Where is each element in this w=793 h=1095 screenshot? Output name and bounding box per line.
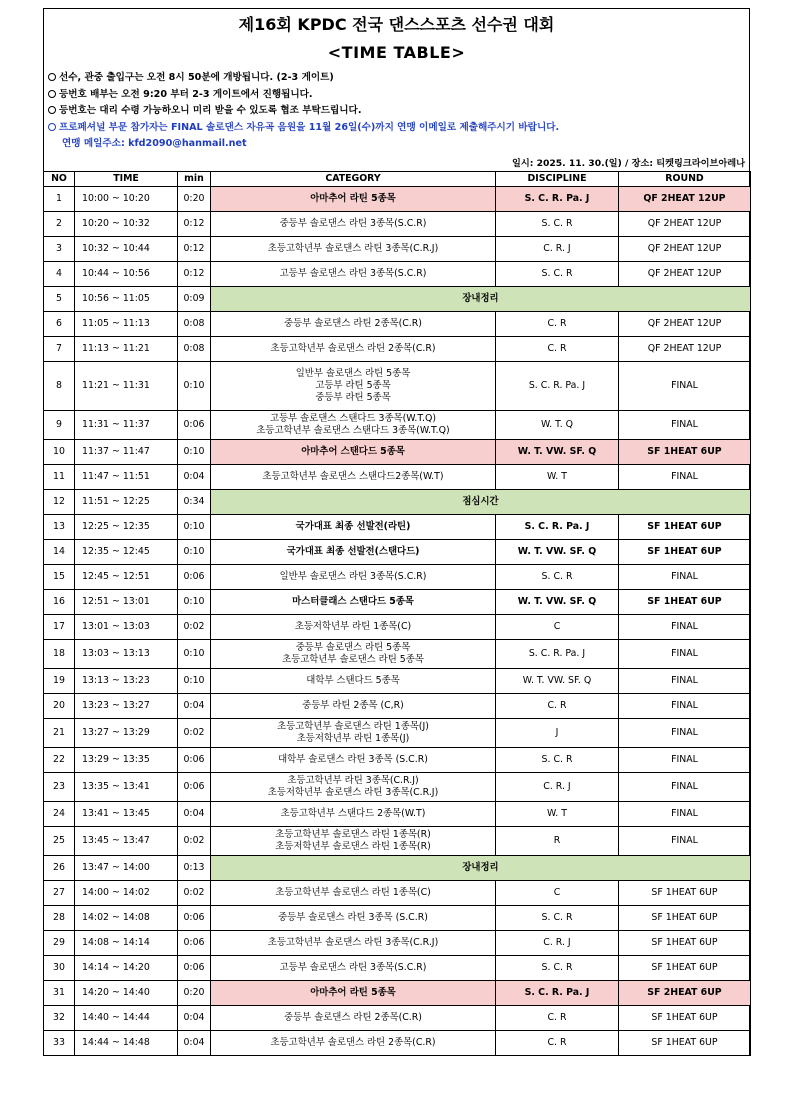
cell-time: 13:29 ~ 13:35 (75, 747, 178, 772)
table-row (44, 801, 751, 826)
cell-round: FINAL (619, 801, 751, 826)
cell-round: FINAL (619, 564, 751, 589)
cell-round: QF 2HEAT 12UP (619, 336, 751, 361)
cell-category (211, 311, 496, 336)
cell-round: SF 1HEAT 6UP (619, 1030, 751, 1055)
category-line: 초등고학년부 솔로댄스 라틴 1종목(C) (275, 886, 431, 898)
table-row (44, 361, 751, 410)
cell-category (211, 905, 496, 930)
category-line: 일반부 솔로댄스 라틴 5종목 (295, 367, 411, 379)
cell-no: 22 (44, 747, 75, 772)
cell-time: 13:35 ~ 13:41 (75, 772, 178, 801)
table-row (44, 410, 751, 439)
table-row (44, 614, 751, 639)
cell-discipline: W. T. VW. SF. Q (496, 589, 619, 614)
cell-discipline: S. C. R. Pa. J (496, 514, 619, 539)
category-line: 중등부 라틴 5종목 (315, 391, 391, 403)
cell-time: 12:45 ~ 12:51 (75, 564, 178, 589)
cell-time: 14:40 ~ 14:44 (75, 1005, 178, 1030)
header-round: ROUND (619, 171, 751, 186)
category-line: 초등고학년부 솔로댄스 라틴 2종목(C.R) (270, 342, 436, 354)
cell-min: 0:02 (178, 880, 211, 905)
category-line: 초등고학년부 솔로댄스 스탠다드2종목(W.T) (262, 470, 444, 482)
table-row (44, 693, 751, 718)
cell-round: SF 1HEAT 6UP (619, 955, 751, 980)
cell-no: 23 (44, 772, 75, 801)
cell-time: 11:31 ~ 11:37 (75, 410, 178, 439)
cell-no: 5 (44, 286, 75, 311)
cell-time: 14:44 ~ 14:48 (75, 1030, 178, 1055)
notice-list (44, 70, 749, 153)
cell-time: 13:45 ~ 13:47 (75, 826, 178, 855)
cell-discipline: W. T (496, 801, 619, 826)
category-line: 초등고학년부 솔로댄스 라틴 5종목 (282, 653, 424, 665)
cell-discipline: W. T. Q (496, 410, 619, 439)
cell-round: SF 1HEAT 6UP (619, 589, 751, 614)
cell-min: 0:06 (178, 930, 211, 955)
cell-round: SF 1HEAT 6UP (619, 514, 751, 539)
cell-time: 14:00 ~ 14:02 (75, 880, 178, 905)
table-row (44, 718, 751, 747)
category-line: 대학부 스탠다드 5종목 (306, 674, 400, 686)
cell-round: SF 1HEAT 6UP (619, 439, 751, 464)
category-line: 중등부 솔로댄스 라틴 5종목 (295, 641, 411, 653)
cell-discipline: S. C. R. Pa. J (496, 639, 619, 668)
category-line: 초등고학년부 솔로댄스 라틴 3종목(C.R.J) (267, 936, 439, 948)
header-no: NO (44, 171, 75, 186)
category-line: 국가대표 최종 선발전(라틴) (295, 520, 411, 532)
cell-min: 0:10 (178, 514, 211, 539)
cell-discipline: C (496, 880, 619, 905)
cell-category (211, 955, 496, 980)
cell-category (211, 1005, 496, 1030)
cell-no: 3 (44, 236, 75, 261)
cell-round: FINAL (619, 410, 751, 439)
cell-no: 7 (44, 336, 75, 361)
cell-round: QF 2HEAT 12UP (619, 186, 751, 211)
cell-no: 21 (44, 718, 75, 747)
cell-time: 12:51 ~ 13:01 (75, 589, 178, 614)
cell-no: 6 (44, 311, 75, 336)
header-time: TIME (75, 171, 178, 186)
cell-round: SF 1HEAT 6UP (619, 905, 751, 930)
cell-discipline: C. R. J (496, 930, 619, 955)
cell-min: 0:02 (178, 826, 211, 855)
cell-category (211, 930, 496, 955)
category-line: 중등부 솔로댄스 라틴 3종목 (S.C.R) (278, 911, 428, 923)
cell-discipline: C. R (496, 336, 619, 361)
cell-discipline: S. C. R. Pa. J (496, 980, 619, 1005)
cell-min: 0:20 (178, 186, 211, 211)
cell-category (211, 880, 496, 905)
table-row (44, 261, 751, 286)
table-row (44, 564, 751, 589)
cell-discipline: J (496, 718, 619, 747)
cell-discipline: C. R (496, 693, 619, 718)
cell-min: 0:12 (178, 211, 211, 236)
cell-min: 0:06 (178, 772, 211, 801)
cell-no: 25 (44, 826, 75, 855)
cell-min: 0:12 (178, 261, 211, 286)
cell-round: QF 2HEAT 12UP (619, 211, 751, 236)
cell-round: QF 2HEAT 12UP (619, 311, 751, 336)
circle-bullet-icon (48, 73, 56, 81)
cell-discipline: C. R. J (496, 236, 619, 261)
cell-no: 31 (44, 980, 75, 1005)
cell-discipline: C. R (496, 311, 619, 336)
cell-no: 29 (44, 930, 75, 955)
cell-round: FINAL (619, 718, 751, 747)
cell-category (211, 693, 496, 718)
cell-min: 0:06 (178, 410, 211, 439)
table-row (44, 772, 751, 801)
cell-round: FINAL (619, 361, 751, 410)
table-row (44, 489, 751, 514)
cell-time: 11:13 ~ 11:21 (75, 336, 178, 361)
cell-no: 15 (44, 564, 75, 589)
cell-category (211, 589, 496, 614)
cell-discipline: S. C. R (496, 564, 619, 589)
table-row (44, 211, 751, 236)
category-line: 마스터클래스 스탠다드 5종목 (292, 595, 414, 607)
cell-min: 0:06 (178, 955, 211, 980)
notice-item: 등번호 배부는 오전 9:20 부터 2-3 게이트에서 진행됩니다. (48, 87, 749, 104)
cell-no: 27 (44, 880, 75, 905)
cell-category (211, 514, 496, 539)
table-row (44, 668, 751, 693)
table-row (44, 464, 751, 489)
cell-category (211, 336, 496, 361)
cell-no: 28 (44, 905, 75, 930)
notice-item: 선수, 관중 출입구는 오전 8시 50분에 개방됩니다. (2-3 게이트) (48, 70, 749, 87)
category-line: 초등저학년부 솔로댄스 라틴 3종목(C.R.J) (267, 786, 439, 798)
cell-time: 11:51 ~ 12:25 (75, 489, 178, 514)
cell-time: 10:32 ~ 10:44 (75, 236, 178, 261)
cell-round: FINAL (619, 693, 751, 718)
date-venue-line: 일시: 2025. 11. 30.(일) / 장소: 티켓링크라이브아레나 (511, 157, 745, 169)
cell-min: 0:08 (178, 311, 211, 336)
cell-round: SF 1HEAT 6UP (619, 1005, 751, 1030)
category-line: 점심시간 (462, 495, 499, 507)
category-line: 고등부 솔로댄스 라틴 3종목(S.C.R) (279, 267, 427, 279)
cell-min: 0:10 (178, 589, 211, 614)
cell-min: 0:04 (178, 1005, 211, 1030)
cell-round: FINAL (619, 614, 751, 639)
cell-round: SF 1HEAT 6UP (619, 880, 751, 905)
table-row (44, 539, 751, 564)
category-line: 초등저학년부 라틴 1종목(J) (296, 732, 410, 744)
category-line: 중등부 라틴 2종목 (C,R) (302, 699, 404, 711)
category-line: 초등저학년부 솔로댄스 라틴 1종목(R) (275, 840, 431, 852)
document-subtitle: <TIME TABLE> (327, 43, 466, 62)
notice-item: 등번호는 대리 수령 가능하오니 미리 받을 수 있도록 협조 부탁드립니다. (48, 103, 749, 120)
category-line: 초등고학년부 솔로댄스 라틴 2종목(C.R) (270, 1036, 436, 1048)
cell-time: 13:03 ~ 13:13 (75, 639, 178, 668)
table-row (44, 1005, 751, 1030)
cell-no: 13 (44, 514, 75, 539)
cell-time: 13:27 ~ 13:29 (75, 718, 178, 747)
table-row (44, 336, 751, 361)
category-line: 중등부 솔로댄스 라틴 3종목(S.C.R) (279, 217, 427, 229)
cell-no: 20 (44, 693, 75, 718)
cell-round: FINAL (619, 668, 751, 693)
cell-min: 0:08 (178, 336, 211, 361)
circle-bullet-icon (48, 123, 56, 131)
cell-category (211, 539, 496, 564)
cell-time: 13:23 ~ 13:27 (75, 693, 178, 718)
cell-discipline: W. T. VW. SF. Q (496, 668, 619, 693)
cell-category (211, 186, 496, 211)
cell-category (211, 639, 496, 668)
cell-category (211, 464, 496, 489)
cell-no: 17 (44, 614, 75, 639)
category-line: 초등고학년부 솔로댄스 라틴 3종목(C.R.J) (267, 242, 439, 254)
cell-discipline: S. C. R (496, 955, 619, 980)
category-line: 장내정리 (462, 292, 499, 304)
cell-no: 1 (44, 186, 75, 211)
table-row (44, 286, 751, 311)
cell-min: 0:13 (178, 855, 211, 880)
cell-no: 10 (44, 439, 75, 464)
category-line: 중등부 솔로댄스 라틴 2종목(C.R) (284, 317, 422, 329)
cell-min: 0:06 (178, 905, 211, 930)
cell-discipline: C (496, 614, 619, 639)
cell-category (211, 439, 496, 464)
cell-round: FINAL (619, 464, 751, 489)
cell-category (211, 361, 496, 410)
cell-discipline: S. C. R (496, 211, 619, 236)
cell-category (211, 772, 496, 801)
cell-no: 18 (44, 639, 75, 668)
cell-category (211, 236, 496, 261)
cell-min: 0:10 (178, 439, 211, 464)
cell-time: 14:08 ~ 14:14 (75, 930, 178, 955)
cell-discipline: R (496, 826, 619, 855)
category-line: 초등고학년부 솔로댄스 스탠다드 3종목(W.T.Q) (256, 424, 450, 436)
cell-time: 11:47 ~ 11:51 (75, 464, 178, 489)
cell-time: 10:20 ~ 10:32 (75, 211, 178, 236)
cell-min: 0:02 (178, 718, 211, 747)
cell-min: 0:20 (178, 980, 211, 1005)
cell-time: 11:21 ~ 11:31 (75, 361, 178, 410)
cell-discipline: C. R. J (496, 772, 619, 801)
cell-category (211, 261, 496, 286)
cell-round: SF 1HEAT 6UP (619, 539, 751, 564)
table-row (44, 639, 751, 668)
cell-time: 13:47 ~ 14:00 (75, 855, 178, 880)
cell-no: 30 (44, 955, 75, 980)
header-min: min (178, 171, 211, 186)
cell-category (211, 614, 496, 639)
category-line: 고등부 라틴 5종목 (315, 379, 391, 391)
cell-time: 11:05 ~ 11:13 (75, 311, 178, 336)
table-row (44, 905, 751, 930)
table-row (44, 855, 751, 880)
cell-no: 12 (44, 489, 75, 514)
cell-min: 0:04 (178, 801, 211, 826)
table-row (44, 930, 751, 955)
cell-min: 0:10 (178, 361, 211, 410)
category-line: 초등고학년부 스탠다드 2종목(W.T) (280, 807, 426, 819)
header-category: CATEGORY (211, 171, 496, 186)
cell-category (211, 1030, 496, 1055)
cell-time: 12:35 ~ 12:45 (75, 539, 178, 564)
cell-min: 0:34 (178, 489, 211, 514)
category-line: 고등부 솔로댄스 스탠다드 3종목(W.T.Q) (269, 412, 437, 424)
cell-round: SF 1HEAT 6UP (619, 930, 751, 955)
circle-bullet-icon (48, 106, 56, 114)
cell-category (211, 855, 751, 880)
table-row (44, 880, 751, 905)
cell-min: 0:04 (178, 1030, 211, 1055)
table-row (44, 514, 751, 539)
cell-time: 13:41 ~ 13:45 (75, 801, 178, 826)
cell-category (211, 801, 496, 826)
cell-min: 0:10 (178, 668, 211, 693)
category-line: 아마추어 라틴 5종목 (310, 192, 396, 204)
cell-category (211, 489, 751, 514)
cell-category (211, 718, 496, 747)
cell-no: 8 (44, 361, 75, 410)
cell-time: 14:20 ~ 14:40 (75, 980, 178, 1005)
cell-no: 33 (44, 1030, 75, 1055)
cell-time: 10:00 ~ 10:20 (75, 186, 178, 211)
cell-time: 14:02 ~ 14:08 (75, 905, 178, 930)
cell-time: 10:56 ~ 11:05 (75, 286, 178, 311)
cell-min: 0:12 (178, 236, 211, 261)
timetable (43, 171, 751, 1056)
category-line: 대학부 솔로댄스 라틴 3종목 (S.C.R) (278, 753, 428, 765)
category-line: 아마추어 라틴 5종목 (310, 986, 396, 998)
table-row (44, 236, 751, 261)
table-row (44, 826, 751, 855)
header-discipline: DISCIPLINE (496, 171, 619, 186)
notice-item: 프로페셔널 부문 참가자는 FINAL 솔로댄스 자유곡 음원을 11월 26일(수)까지 연맹 이메일로 제출해주시기 바랍니다. (48, 120, 749, 137)
cell-round: FINAL (619, 747, 751, 772)
category-line: 중등부 솔로댄스 라틴 2종목(C.R) (284, 1011, 422, 1023)
cell-discipline: S. C. R (496, 747, 619, 772)
cell-round: QF 2HEAT 12UP (619, 261, 751, 286)
cell-time: 13:01 ~ 13:03 (75, 614, 178, 639)
table-row (44, 186, 751, 211)
table-row (44, 589, 751, 614)
table-body (44, 186, 751, 1055)
cell-discipline: W. T. VW. SF. Q (496, 439, 619, 464)
cell-no: 16 (44, 589, 75, 614)
cell-no: 26 (44, 855, 75, 880)
cell-time: 10:44 ~ 10:56 (75, 261, 178, 286)
cell-round: FINAL (619, 772, 751, 801)
cell-category (211, 668, 496, 693)
cell-round: FINAL (619, 639, 751, 668)
category-line: 아마추어 스탠다드 5종목 (301, 445, 405, 457)
category-line: 일반부 솔로댄스 라틴 3종목(S.C.R) (279, 570, 427, 582)
table-row (44, 955, 751, 980)
cell-min: 0:06 (178, 747, 211, 772)
federation-email: 연맹 메일주소: kfd2090@hanmail.net (62, 138, 247, 149)
table-row (44, 980, 751, 1005)
cell-round: FINAL (619, 826, 751, 855)
cell-discipline: S. C. R. Pa. J (496, 186, 619, 211)
cell-min: 0:06 (178, 564, 211, 589)
cell-category (211, 410, 496, 439)
cell-min: 0:09 (178, 286, 211, 311)
cell-min: 0:04 (178, 693, 211, 718)
cell-category (211, 564, 496, 589)
document-title: 제16회 KPDC 전국 댄스스포츠 선수권 대회 (238, 15, 555, 34)
cell-category (211, 980, 496, 1005)
cell-category (211, 826, 496, 855)
cell-round: QF 2HEAT 12UP (619, 236, 751, 261)
cell-category (211, 286, 751, 311)
circle-bullet-icon (48, 90, 56, 98)
timetable-sheet (43, 8, 750, 1056)
category-line: 초등고학년부 솔로댄스 라틴 1종목(R) (275, 828, 431, 840)
cell-time: 11:37 ~ 11:47 (75, 439, 178, 464)
cell-discipline: W. T (496, 464, 619, 489)
cell-no: 24 (44, 801, 75, 826)
cell-no: 2 (44, 211, 75, 236)
cell-no: 9 (44, 410, 75, 439)
cell-no: 11 (44, 464, 75, 489)
table-row (44, 311, 751, 336)
cell-no: 32 (44, 1005, 75, 1030)
cell-min: 0:10 (178, 639, 211, 668)
category-line: 고등부 솔로댄스 라틴 3종목(S.C.R) (279, 961, 427, 973)
cell-category (211, 211, 496, 236)
cell-no: 19 (44, 668, 75, 693)
cell-time: 13:13 ~ 13:23 (75, 668, 178, 693)
cell-min: 0:04 (178, 464, 211, 489)
cell-discipline: S. C. R (496, 261, 619, 286)
cell-discipline: C. R (496, 1005, 619, 1030)
cell-min: 0:02 (178, 614, 211, 639)
category-line: 초등고학년부 솔로댄스 라틴 1종목(J) (277, 720, 429, 732)
cell-discipline: W. T. VW. SF. Q (496, 539, 619, 564)
cell-time: 14:14 ~ 14:20 (75, 955, 178, 980)
cell-min: 0:10 (178, 539, 211, 564)
table-row (44, 439, 751, 464)
category-line: 초등저학년부 라틴 1종목(C) (294, 620, 412, 632)
table-row (44, 1030, 751, 1055)
cell-round: SF 2HEAT 6UP (619, 980, 751, 1005)
table-row (44, 747, 751, 772)
table-header-row (44, 171, 751, 186)
cell-discipline: S. C. R (496, 905, 619, 930)
cell-time: 12:25 ~ 12:35 (75, 514, 178, 539)
category-line: 초등고학년부 라틴 3종목(C.R.J) (287, 774, 419, 786)
cell-no: 14 (44, 539, 75, 564)
cell-discipline: S. C. R. Pa. J (496, 361, 619, 410)
category-line: 국가대표 최종 선발전(스탠다드) (286, 545, 420, 557)
cell-discipline: C. R (496, 1030, 619, 1055)
cell-no: 4 (44, 261, 75, 286)
cell-category (211, 747, 496, 772)
category-line: 장내정리 (462, 861, 499, 873)
